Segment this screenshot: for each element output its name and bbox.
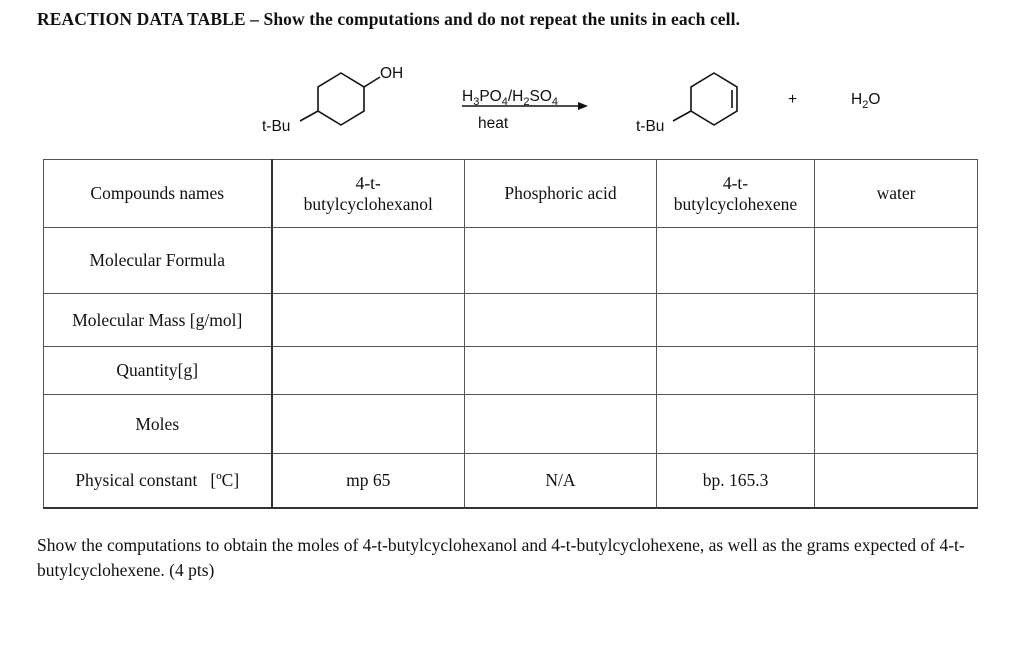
table-cell: 4-t- butylcyclohexene	[657, 160, 815, 228]
reagent-label: $H_3PO_4/H_2SO_4$	[462, 88, 559, 108]
row-label: Moles	[44, 395, 272, 454]
table-cell: 4-t- butylcyclohexanol	[272, 160, 465, 228]
table-cell	[815, 347, 978, 395]
table-cell: water	[815, 160, 978, 228]
row-label: Molecular Formula	[44, 228, 272, 294]
table-cell	[465, 347, 657, 395]
table-row	[44, 454, 978, 508]
instructions-text: Show the computations to obtain the moles of 4-t-butylcyclohexanol and 4-t-butylcyclohexene, as well as the grams expected of 4-t-butylcyclohexene. (4 pts)	[37, 535, 965, 580]
table-cell	[657, 228, 815, 294]
table-row	[44, 294, 978, 347]
row-label: Quantity[g]	[44, 347, 272, 395]
table-cell	[815, 294, 978, 347]
table-cell: N/A	[465, 454, 657, 508]
reaction-data-table	[43, 159, 978, 509]
table-cell	[272, 395, 465, 454]
table-cell	[657, 395, 815, 454]
table-cell: Phosphoric acid	[465, 160, 657, 228]
table-cell	[657, 347, 815, 395]
reactant-oh-label: OH	[380, 65, 404, 82]
table-cell: mp 65	[272, 454, 465, 508]
reactant-tbu-label: t-Bu	[262, 118, 291, 135]
reactant-structure	[300, 73, 380, 125]
table-cell	[465, 294, 657, 347]
reaction-scheme	[0, 0, 1024, 160]
page-title: REACTION DATA TABLE – Show the computations and do not repeat the units in each cell.	[37, 9, 741, 29]
table-cell	[815, 395, 978, 454]
row-label: Physical constant [ºC]	[44, 454, 272, 508]
product-structure	[673, 73, 737, 125]
table-cell: bp. 165.3	[657, 454, 815, 508]
table-cell	[657, 294, 815, 347]
table-row	[44, 160, 978, 228]
table-row	[44, 228, 978, 294]
water-formula: $H_2O$	[851, 91, 881, 111]
table-cell	[465, 228, 657, 294]
row-label: Compounds names	[44, 160, 272, 228]
table-row	[44, 395, 978, 454]
table-cell	[272, 294, 465, 347]
table-cell	[272, 228, 465, 294]
reagent-condition: heat	[478, 115, 509, 132]
table-cell	[465, 395, 657, 454]
table-row	[44, 347, 978, 395]
plus-sign: +	[788, 91, 798, 108]
table-cell	[815, 454, 978, 508]
table-cell	[815, 228, 978, 294]
table-cell	[272, 347, 465, 395]
product-tbu-label: t-Bu	[636, 118, 665, 135]
row-label: Molecular Mass [g/mol]	[44, 294, 272, 347]
